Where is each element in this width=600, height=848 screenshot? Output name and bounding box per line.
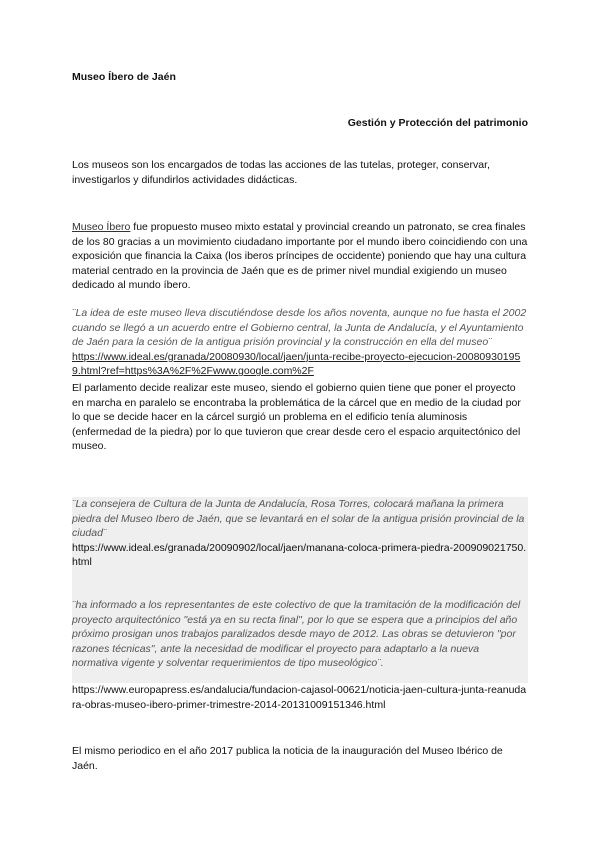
quote-block-1 <box>72 306 528 379</box>
source-link-3 <box>72 683 528 712</box>
parliament-paragraph: El parlamento decide realizar este museo, siendo el gobierno quien tiene que poner el proyecto en marcha en paralelo se encontraba la problemática de la cárcel que en medio de la ciudad por lo que se decide hacer en la cárcel surgió un problema en el edificio tenía aluminosis (enfermedad de la piedra) por lo que tuvieron que crear desde cero el espacio arquitectónico del museo. <box>72 382 521 453</box>
closing-paragraph: El mismo periodico en el año 2017 publica la noticia de la inauguración del Museo Ibérico de Jaén. <box>72 745 503 772</box>
document-title: Museo Íbero de Jaén <box>72 71 176 83</box>
source-link-2[interactable]: https://www.ideal.es/granada/20090902/local/jaen/manana-coloca-primera-piedra-200909021750.html <box>72 541 527 569</box>
quote-block-3 <box>72 570 528 683</box>
museum-paragraph-text: fue propuesto museo mixto estatal y provincial creando un patronato, se crea finales de los 80 gracias a un movimiento ciudadano importante por el mundo ibero coincidiendo con una exposición que financia la Caixa (los iberos príncipes de occidente) poniendo que hay una cultura material centrado en la provincia de Jaén que es de primer nivel mundial exigiendo un museo dedicado al mundo íbero. <box>72 221 528 292</box>
source-link-1[interactable]: https://www.ideal.es/granada/20080930/local/jaen/junta-recibe-proyecto-ejecucion-200809301959.html?ref=https%3A%2F%2Fwww.google.com%2F <box>72 350 521 378</box>
source-link-3-text[interactable]: https://www.europapress.es/andalucia/fundacion-cajasol-00621/noticia-jaen-cultura-junta-reanudara-obras-museo-ibero-primer-trimestre-2014-20131009151346.html <box>72 684 527 711</box>
quote-2: ¨La consejera de Cultura de la Junta de Andalucía, Rosa Torres, colocará mañana la primera piedra del Museo Ibero de Jaén, que se levantará en el solar de la antigua prisión provincial de la ciudad¨ <box>72 498 525 540</box>
quote-block-2 <box>72 497 528 570</box>
museum-paragraph <box>72 220 528 293</box>
museum-link[interactable]: Museo Íbero <box>72 221 131 233</box>
quote-1: ¨La idea de este museo lleva discutiéndose desde los años noventa, aunque no fue hasta el 2002 cuando se llegó a un acuerdo entre el Gobierno central, la Junta de Andalucía, y el Ayuntamiento de Jaén para la cesión de la antigua prisión provincial y la construcción en ella del museo¨ <box>72 307 527 349</box>
intro-paragraph: Los museos son los encargados de todas las acciones de las tutelas, proteger, conservar, investigarlos y difundirlos actividades didácticas. <box>72 159 490 186</box>
quote-3: ¨ha informado a los representantes de este colectivo de que la tramitación de la modificación del proyecto arquitectónico "está ya en su recta final", por lo que se espera que a principios del año próximo prosigan unos trabajos paralizados desde mayo de 2012. Las obras se detuvieron "por razones técnicas", ante la necesidad de modificar el proyecto para adaptarlo a la nueva normativa vigente y solventar requerimientos de tipo museológico¨. <box>72 599 521 670</box>
document-subtitle: Gestión y Protección del patrimonio <box>347 117 528 129</box>
